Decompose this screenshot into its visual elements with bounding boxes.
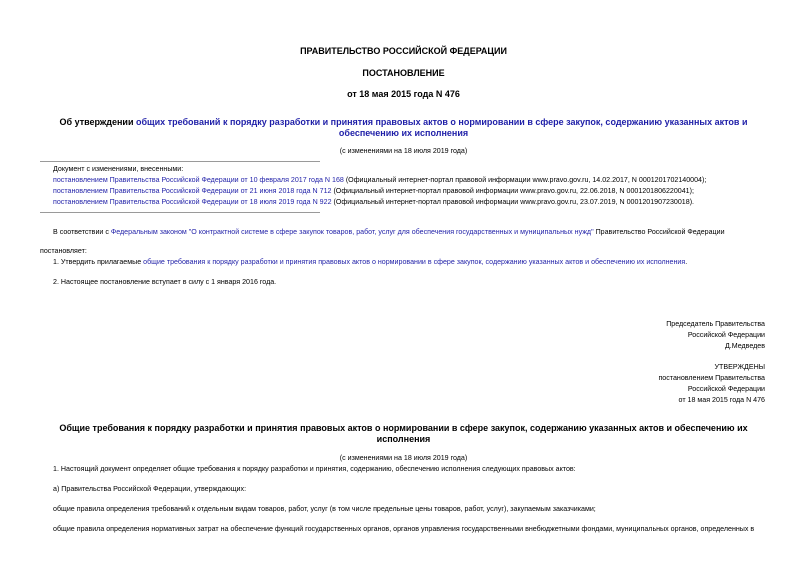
title-prefix: Об утверждении xyxy=(59,117,136,127)
federal-law-link[interactable]: Федеральным законом "О контрактной системе в сфере закупок товаров, работ, услуг для обеспечения государственных и муниципальных нужд" xyxy=(110,228,594,236)
document-title xyxy=(0,117,807,127)
change-source: (Официальный интернет-портал правовой информации www.pravo.gov.ru, 14.02.2017, N 0001201702140004); xyxy=(343,176,707,184)
approved-by: постановлением Правительства xyxy=(658,374,765,382)
change-item xyxy=(53,187,694,195)
signatory-position: Председатель Правительства xyxy=(666,320,765,328)
p1-prefix: 1. Утвердить прилагаемые xyxy=(53,258,144,266)
divider-top xyxy=(40,161,320,162)
decides-text: постановляет: xyxy=(40,247,87,255)
government-title: ПРАВИТЕЛЬСТВО РОССИЙСКОЙ ФЕДЕРАЦИИ xyxy=(300,46,507,56)
requirements-title: Общие требования к порядку разработки и принятия правовых актов о нормировании в сфере закупок, содержанию указанных актов и обеспечению их xyxy=(59,423,748,433)
signatory-name: Д.Медведев xyxy=(724,342,765,350)
requirements-title-line2: исполнения xyxy=(376,434,431,444)
change-link[interactable]: постановлением Правительства Российской Федерации от 10 февраля 2017 года N 168 xyxy=(53,176,344,184)
requirements-item-2: общие правила определения нормативных затрат на обеспечение функций государственных органов, органов управления государственными внебюджетными фондами, муниципальных органов, определенных в xyxy=(53,525,755,533)
requirements-amendment-note: (с изменениями на 18 июля 2019 года) xyxy=(339,454,468,462)
divider-bottom xyxy=(40,212,320,213)
amendment-note: (с изменениями на 18 июля 2019 года) xyxy=(339,147,468,155)
requirements-link[interactable]: общие требования к порядку разработки и принятия правовых актов о нормировании в сфере закупок, содержанию указанных актов и обеспечению их исполнения xyxy=(143,258,686,266)
changes-intro: Документ с изменениями, внесенными: xyxy=(53,165,184,173)
paragraph-2: 2. Настоящее постановление вступает в силу с 1 января 2016 года. xyxy=(53,278,277,286)
requirements-paragraph-1: 1. Настоящий документ определяет общие требования к порядку разработки и принятия, содержанию, обеспечению исполнения следующих правовых актов: xyxy=(53,465,576,473)
legal-basis xyxy=(53,228,725,236)
p1-suffix: . xyxy=(685,258,688,266)
approved-heading: УТВЕРЖДЕНЫ xyxy=(714,363,765,371)
title-link[interactable]: общих требований к порядку разработки и принятия правовых актов о нормировании в сфере закупок, содержанию указанных актов и xyxy=(136,117,748,127)
change-item xyxy=(53,176,706,184)
change-link[interactable]: постановлением Правительства Российской Федерации от 21 июня 2018 года N 712 xyxy=(53,187,332,195)
change-source: (Официальный интернет-портал правовой информации www.pravo.gov.ru, 23.07.2019, N 0001201907230018). xyxy=(331,198,695,206)
paragraph-1 xyxy=(53,258,687,266)
requirements-paragraph-a: а) Правительства Российской Федерации, утверждающих: xyxy=(53,485,247,493)
basis-prefix: В соответствии с xyxy=(53,228,111,236)
signatory-country: Российской Федерации xyxy=(687,331,765,339)
document-type: ПОСТАНОВЛЕНИЕ xyxy=(362,68,445,78)
change-link[interactable]: постановлением Правительства Российской Федерации от 18 июля 2019 года N 922 xyxy=(53,198,332,206)
basis-suffix: Правительство Российской Федерации xyxy=(593,228,725,236)
approved-country: Российской Федерации xyxy=(687,385,765,393)
approved-date: от 18 мая 2015 года N 476 xyxy=(678,396,765,404)
title-link-continued[interactable]: обеспечению их исполнения xyxy=(338,128,469,138)
document-date-number: от 18 мая 2015 года N 476 xyxy=(347,89,460,99)
requirements-item-1: общие правила определения требований к отдельным видам товаров, работ, услуг (в том числе предельные цены товаров, работ, услуг), закупаемым заказчиками; xyxy=(53,505,596,513)
change-source: (Официальный интернет-портал правовой информации www.pravo.gov.ru, 22.06.2018, N 0001201806220041); xyxy=(331,187,694,195)
change-item xyxy=(53,198,694,206)
document-title-line2 xyxy=(0,128,807,138)
